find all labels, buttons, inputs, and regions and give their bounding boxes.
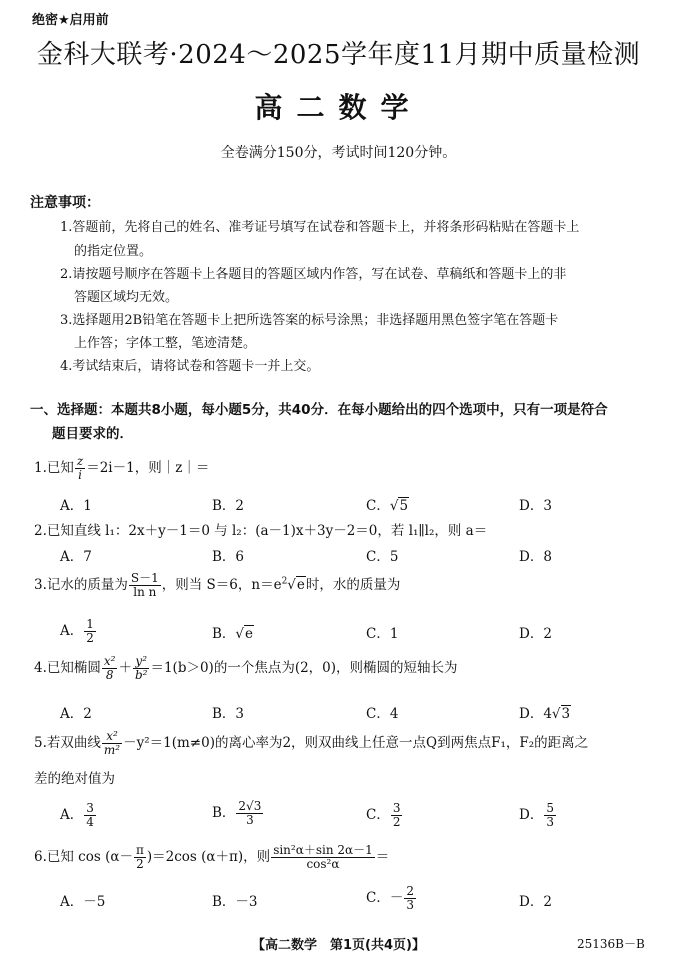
q2-option-b: B．6 xyxy=(212,549,245,565)
q4-option-b: B．3 xyxy=(212,706,245,722)
exam-info: 全卷满分150分，考试时间120分钟。 xyxy=(220,145,457,161)
question-3: 3.记水的质量为 $\frac{S-1}{\text{ln n}}$ ，则当 S＝6，$n=e^2√e$时，水的质量为 xyxy=(34,571,401,599)
question-6: 6.已知 cos (α－ $\frac{\pi}{2}$ )＝2cos (α＋π)，则 $\frac{\text{sin²α＋sin 2α－1}}{\text{cos²α}}$ ＝ xyxy=(34,843,390,871)
notice-item-3: 3.选择题用2B铅笔在答题卡上把所选答案的标号涂黑；非选择题用黑色签字笔在答题卡 xyxy=(60,313,559,328)
notice-item-2-cont: 答题区域均无效。 xyxy=(74,290,179,305)
subject-title: 高二数学 xyxy=(254,91,423,124)
q1-option-d: D．3 xyxy=(519,498,552,514)
q6-option-b: B．－3 xyxy=(212,894,258,910)
notice-item-2: 2.请按题号顺序在答题卡上各题目的答题区域内作答，写在试卷、草稿纸和答题卡上的非 xyxy=(60,267,567,282)
q1-option-b: B．2 xyxy=(212,498,245,514)
question-5-cont: 差的绝对值为 xyxy=(34,771,115,787)
q3-option-b: B．√e xyxy=(212,626,254,642)
q4-option-d: D．4√3 xyxy=(519,706,571,722)
question-4: 4.已知椭圆 $\frac{\text{x²}}{8}$ ＋ $\frac{\text{y²}}{\text{b²}}$ ＝1(b＞0)的一个焦点为(2，0)，则椭圆的短轴长为 xyxy=(34,654,458,682)
question-5: 5.若双曲线 $\frac{\text{x²}}{\text{m²}}$ －y²＝1(m≠0)的离心率为2，则双曲线上任意一点Q到两焦点F₁，F₂的距离之 xyxy=(34,729,589,757)
q1-option-a: A．1 xyxy=(60,498,92,514)
notice-item-1-cont: 的指定位置。 xyxy=(74,244,153,259)
section-heading: 一、选择题：本题共8小题，每小题5分，共40分．在每小题给出的四个选项中，只有一项是符合 xyxy=(30,402,608,418)
q1-option-c: C．√5 xyxy=(366,498,409,514)
q2-option-a: A．7 xyxy=(60,549,92,565)
q4-option-c: C．4 xyxy=(366,706,399,722)
q5-option-b: B． $\frac{2√3}{3}$ xyxy=(212,799,262,827)
q3-option-a: A． $\frac{1}{2}$ xyxy=(60,617,94,645)
notice-item-1: 1.答题前，先将自己的姓名、准考证号填写在试卷和答题卡上，并将条形码粘贴在答题卡上 xyxy=(60,220,580,235)
q6-option-a: A．－5 xyxy=(60,894,106,910)
q5-option-d: D． $\frac{5}{3}$ xyxy=(519,801,554,829)
section-heading-cont: 题目要求的． xyxy=(52,426,133,442)
q5-option-c: C． $\frac{3}{2}$ xyxy=(366,801,401,829)
question-2: 2.已知直线 l₁：2x＋y－1＝0 与 l₂：(a－1)x＋3y－2＝0，若 l₁∥l₂，则 a＝ xyxy=(34,523,488,539)
q4-option-a: A．2 xyxy=(60,706,92,722)
q6-option-d: D．2 xyxy=(519,894,552,910)
q6-option-c: C．－ $\frac{2}{3}$ xyxy=(366,884,414,912)
q3-option-c: C．1 xyxy=(366,626,399,642)
confidential-mark: 绝密★启用前 xyxy=(32,13,109,28)
exam-title: 金科大联考·2024～2025学年度11月期中质量检测 xyxy=(36,40,641,70)
notice-heading: 注意事项： xyxy=(30,195,100,211)
notice-item-4: 4.考试结束后，请将试卷和答题卡一并上交。 xyxy=(60,359,320,374)
paper-code: 25136B－B xyxy=(577,937,645,951)
q5-option-a: A． $\frac{3}{4}$ xyxy=(60,801,94,829)
question-1: 1.已知 $\frac{z}{i}$ ＝2i－1，则｜z｜＝ xyxy=(34,454,210,482)
page-footer: 【高二数学 第1页(共4页)】 xyxy=(252,938,425,953)
q3-option-d: D．2 xyxy=(519,626,552,642)
q2-option-c: C．5 xyxy=(366,549,399,565)
notice-item-3-cont: 上作答；字体工整，笔迹清楚。 xyxy=(74,336,257,351)
q2-option-d: D．8 xyxy=(519,549,552,565)
